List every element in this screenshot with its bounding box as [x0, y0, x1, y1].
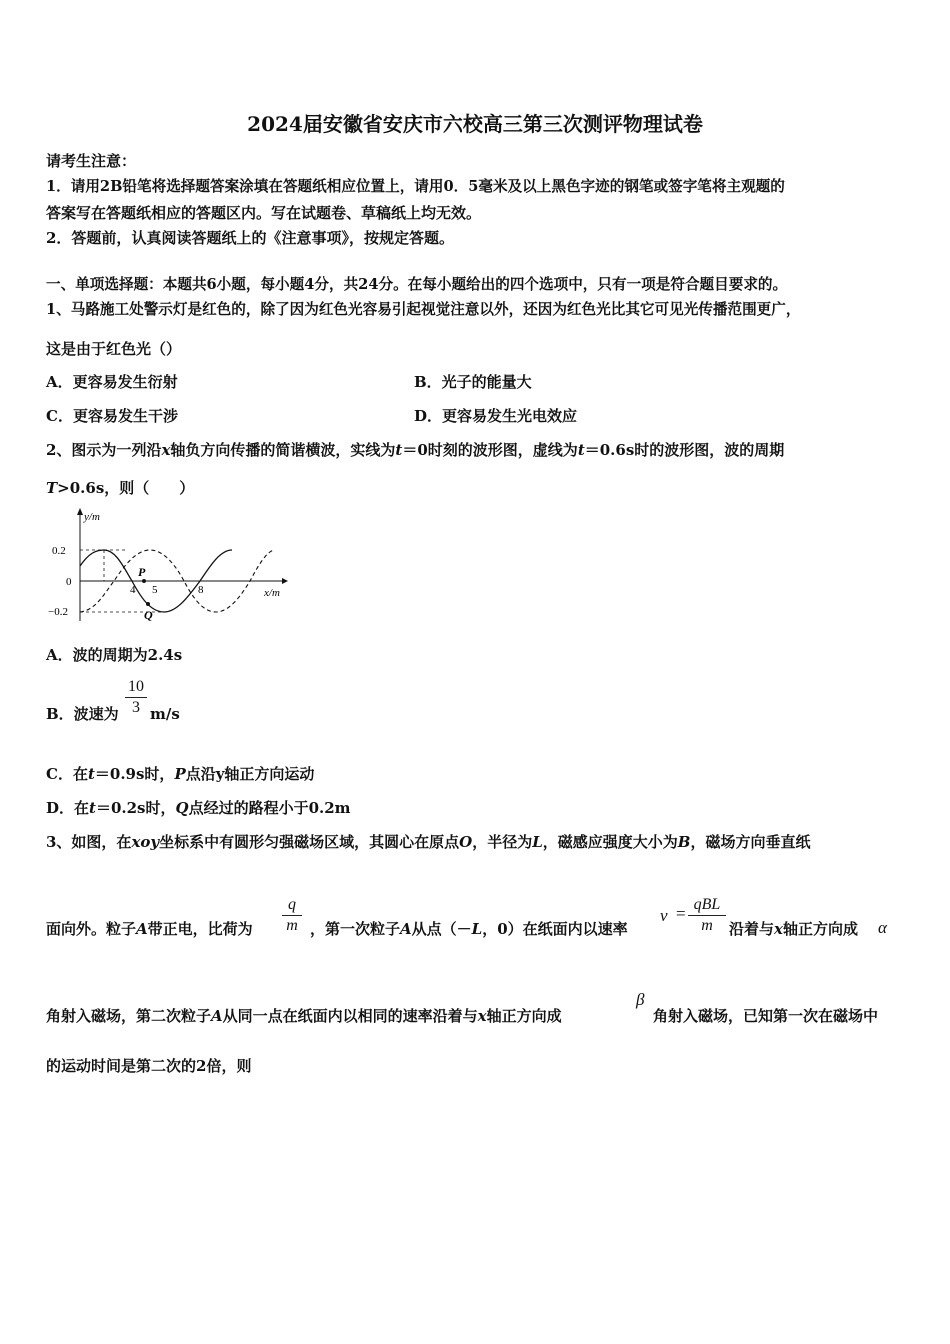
- y-tick-neg-0.2: −0.2: [48, 606, 68, 618]
- notice-item-1-line-1: 1．请用2B铅笔将选择题答案涂填在答题纸相应位置上，请用0．5毫米及以上黑色字迹的钢笔或签字笔将主观题的: [46, 178, 785, 195]
- wave-graph: [44, 506, 290, 626]
- y-tick-0.2: 0.2: [52, 545, 66, 557]
- section-heading: 一、单项选择题：本题共6小题，每小题4分，共24分。在每小题给出的四个选项中，只有一项是符合题目要求的。: [46, 276, 788, 293]
- q2-stem-line-1: 2、图示为一列沿x轴负方向传播的简谐横波，实线为t＝0时刻的波形图，虚线为t＝0.6s时的波形图，波的周期: [46, 441, 785, 459]
- page-title: 2024届安徽省安庆市六校高三第三次测评物理试卷: [247, 112, 703, 136]
- q2-stem-line-2: T>0.6s，则（ ）: [46, 479, 195, 497]
- velocity-symbol: v: [660, 906, 668, 925]
- x-axis-arrow: [282, 578, 288, 584]
- notice-heading: 请考生注意：: [46, 152, 137, 170]
- y-axis-arrow: [77, 508, 83, 515]
- q3-charge-mass-fraction: [282, 896, 302, 935]
- fraction-bar: [688, 915, 726, 916]
- fraction-numerator: 10: [128, 678, 144, 695]
- q2-option-b-unit: m/s: [150, 705, 180, 723]
- q1-option-d: D．更容易发生光电效应: [414, 407, 578, 425]
- y-axis-label: y/m: [84, 511, 100, 523]
- q3-stem-line-1: 3、如图，在xoy坐标系中有圆形匀强磁场区域，其圆心在原点O，半径为L，磁感应强度大小为B，磁场方向垂直纸: [46, 833, 811, 851]
- point-p-label: P: [138, 565, 146, 579]
- q2-option-b: B．波速为: [46, 705, 119, 723]
- q2-option-b-fraction: [125, 678, 147, 717]
- q3-stem-line-2-part-3: 沿着与x轴正方向成: [729, 920, 858, 938]
- q2-option-c: C．在t＝0.9s时，P点沿y轴正方向运动: [46, 765, 315, 783]
- point-q-marker: [146, 602, 150, 606]
- q1-stem-line-1: 1、马路施工处警示灯是红色的，除了因为红色光容易引起视觉注意以外，还因为红色光比其它可见光传播范围更广，: [46, 301, 801, 318]
- fraction-bar: [125, 697, 147, 698]
- fraction-denominator: 3: [132, 699, 140, 716]
- alpha-symbol: α: [878, 918, 887, 937]
- fraction-denominator: m: [286, 917, 298, 934]
- point-p-marker: [142, 579, 146, 583]
- equals-symbol: =: [676, 904, 686, 923]
- x-tick-4: 4: [130, 584, 136, 596]
- fraction-numerator: qBL: [693, 896, 721, 913]
- fraction-denominator: m: [701, 917, 713, 934]
- q3-stem-line-2-part-1: 面向外。粒子A带正电，比荷为: [46, 920, 253, 938]
- q3-velocity-fraction: [688, 896, 726, 935]
- q1-option-c: C．更容易发生干涉: [46, 407, 178, 425]
- q1-option-b: B．光子的能量大: [414, 373, 532, 391]
- x-tick-5: 5: [152, 584, 158, 596]
- q1-stem-line-2: 这是由于红色光（）: [46, 340, 182, 358]
- q3-stem-line-3-part-1: 角射入磁场，第二次粒子A从同一点在纸面内以相同的速率沿着与x轴正方向成: [46, 1007, 562, 1025]
- x-tick-8: 8: [198, 584, 204, 596]
- y-tick-0: 0: [66, 576, 72, 588]
- beta-symbol: β: [636, 990, 645, 1009]
- notice-item-1-line-2: 答案写在答题纸相应的答题区内。写在试题卷、草稿纸上均无效。: [46, 204, 482, 222]
- notice-item-2: 2．答题前，认真阅读答题纸上的《注意事项》，按规定答题。: [46, 229, 454, 247]
- q2-option-d: D．在t＝0.2s时，Q点经过的路程小于0.2m: [46, 799, 351, 817]
- x-axis-label: x/m: [264, 587, 280, 599]
- q3-stem-line-2-part-2: ，第一次粒子A从点（－L，0）在纸面内以速率: [310, 920, 628, 938]
- fraction-bar: [282, 915, 302, 916]
- q1-option-a: A．更容易发生衍射: [46, 373, 178, 391]
- q3-stem-line-3-part-2: 角射入磁场，已知第一次在磁场中: [653, 1007, 879, 1025]
- q2-option-a: A．波的周期为2.4s: [46, 646, 183, 664]
- point-q-label: Q: [144, 608, 153, 622]
- q3-stem-line-4: 的运动时间是第二次的2倍，则: [46, 1057, 252, 1075]
- fraction-numerator: q: [288, 896, 296, 913]
